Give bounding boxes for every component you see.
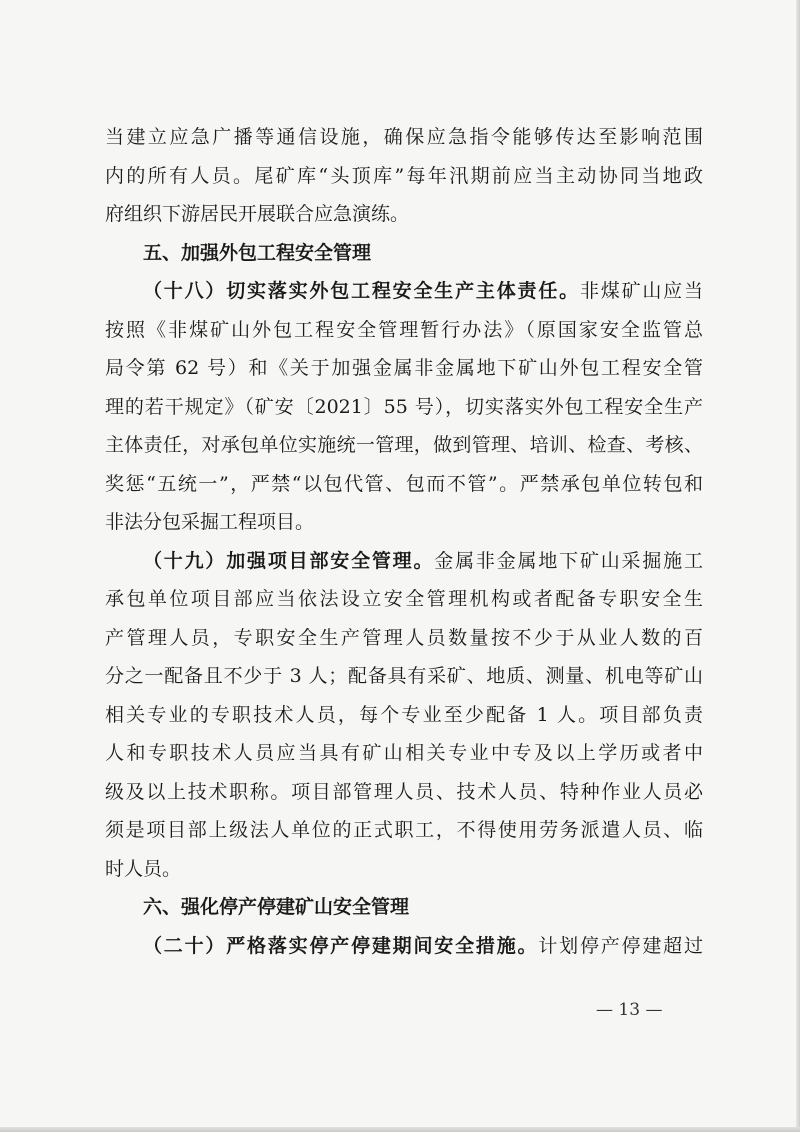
paragraph-line: 局令第 62 号）和《关于加强金属非金属地下矿山外包工程安全管	[105, 357, 703, 379]
section-heading: 五、加强外包工程安全管理	[143, 241, 372, 264]
paragraph-line: 府组织下游居民开展联合应急演练。	[105, 203, 410, 225]
clause-title: （二十）严格落实停产停建期间安全措施。	[143, 934, 539, 957]
paragraph-line: 奖惩“五统一”，严禁“以包代管、包而不管”。严禁承包单位转包和	[105, 472, 703, 495]
paragraph-line: 理的若干规定》（矿安〔2021〕55 号），切实落实外包工程安全生产	[105, 395, 703, 418]
paragraph-line: 分之一配备且不少于 3 人；配备具有采矿、地质、测量、机电等矿山	[105, 665, 703, 687]
paragraph-line: 承包单位项目部应当依法设立安全管理机构或者配备专职安全生	[105, 588, 703, 610]
scan-edge	[796, 0, 800, 1132]
scan-edge	[0, 1127, 800, 1132]
paragraph-line: 时人员。	[105, 857, 182, 880]
paragraph-line: （十九）加强项目部安全管理。金属非金属地下矿山采掘施工	[143, 549, 703, 572]
paragraph-line: 级及以上技术职称。项目部管理人员、技术人员、特种作业人员必	[105, 780, 703, 803]
section-heading: 六、强化停产停建矿山安全管理	[143, 896, 410, 918]
paragraph-line: 相关专业的专职技术人员，每个专业至少配备 1 人。项目部负责	[105, 703, 703, 726]
body-text	[105, 118, 703, 965]
paragraph-line: 人和专职技术人员应当具有矿山相关专业中专及以上学历或者中	[105, 742, 703, 764]
clause-title: （十九）加强项目部安全管理。	[143, 549, 435, 572]
paragraph-line: （十八）切实落实外包工程安全生产主体责任。非煤矿山应当	[143, 280, 703, 302]
paragraph-line: 按照《非煤矿山外包工程安全管理暂行办法》（原国家安全监管总	[105, 318, 703, 341]
paragraph-line: 须是项目部上级法人单位的正式职工，不得使用劳务派遣人员、临	[105, 819, 703, 841]
paragraph-line: 产管理人员，专职安全生产管理人员数量按不少于从业人数的百	[105, 626, 703, 649]
paragraph-line: 主体责任，对承包单位实施统一管理，做到管理、培训、检查、考核、	[105, 434, 703, 456]
paragraph-line: 非法分包采掘工程项目。	[105, 511, 315, 533]
paragraph-line: 内的所有人员。尾矿库“头顶库”每年汛期前应当主动协同当地政	[105, 164, 703, 187]
paragraph-line: 当建立应急广播等通信设施，确保应急指令能够传达至影响范围	[105, 126, 703, 148]
page-number: — 13 —	[596, 1000, 663, 1020]
paragraph-line: （二十）严格落实停产停建期间安全措施。计划停产停建超过	[143, 934, 703, 957]
clause-title: （十八）切实落实外包工程安全生产主体责任。	[143, 280, 580, 302]
